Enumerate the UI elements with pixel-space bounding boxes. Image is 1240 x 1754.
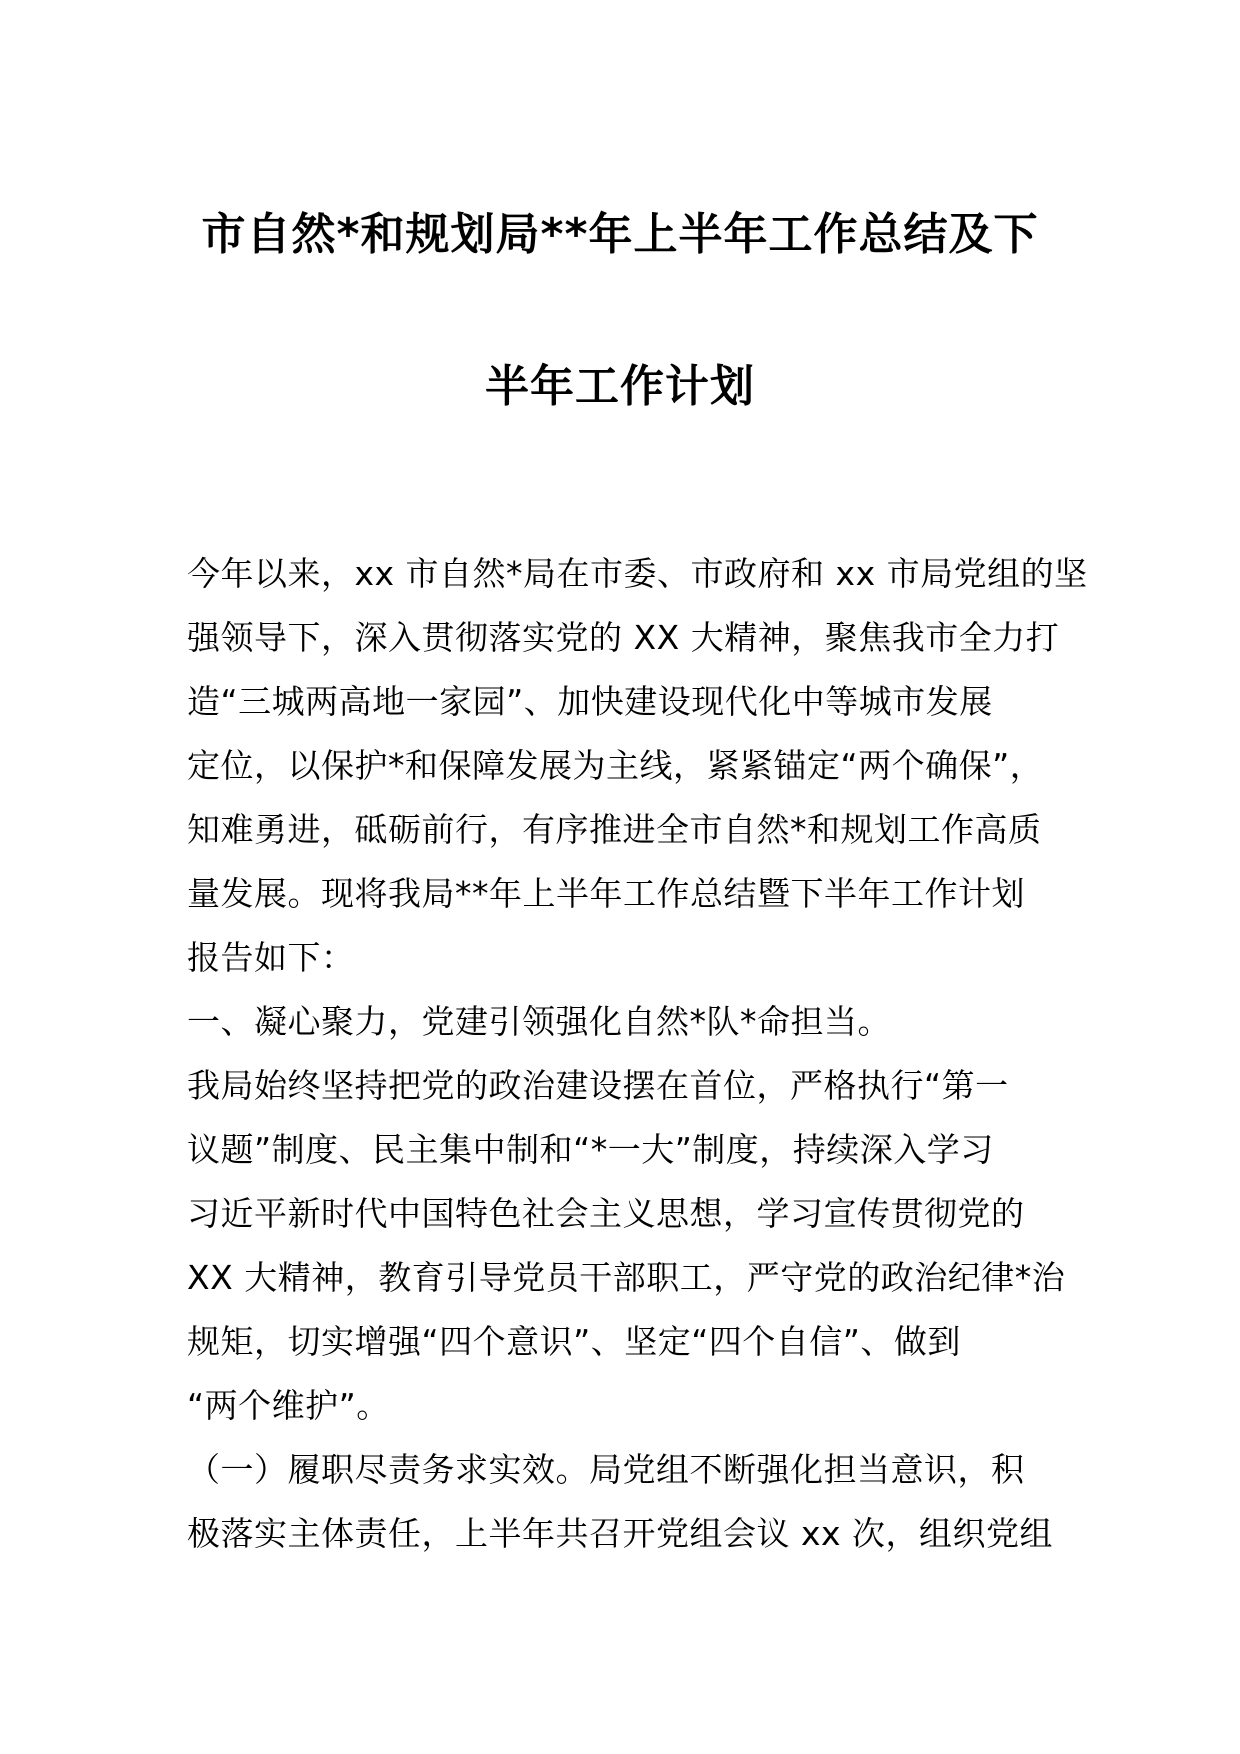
- section-heading: 一、凝心聚力，党建引领强化自然*队*命担当。: [187, 1002, 891, 1041]
- body-line: “两个维护”。: [187, 1386, 390, 1425]
- document-body: [187, 542, 1088, 1566]
- body-line: 造“三城两高地一家园”、加快建设现代化中等城市发展: [187, 682, 993, 721]
- body-line: 强领导下，深入贯彻落实党的 XX 大精神，聚焦我市全力打: [187, 618, 1060, 657]
- body-line: 极落实主体责任，上半年共召开党组会议 xx 次，组织党组: [187, 1514, 1054, 1553]
- subsection-heading: （一）履职尽责务求实效。局党组不断强化担当意识，积: [187, 1450, 1025, 1489]
- document-title-line-1: 市自然*和规划局**年上半年工作总结及下: [201, 209, 1039, 260]
- body-line: 议题”制度、民主集中制和“*一大”制度，持续深入学习: [187, 1130, 994, 1169]
- body-line: 我局始终坚持把党的政治建设摆在首位，严格执行“第一: [187, 1066, 1009, 1105]
- body-line: 知难勇进，砥砺前行，有序推进全市自然*和规划工作高质: [187, 810, 1042, 849]
- body-line: 报告如下：: [187, 938, 355, 977]
- body-line: XX 大精神，教育引导党员干部职工，严守党的政治纪律*治: [187, 1258, 1066, 1297]
- body-line: 定位，以保护*和保障发展为主线，紧紧锚定“两个确保”，: [187, 746, 1044, 785]
- body-line: 规矩，切实增强“四个意识”、坚定“四个自信”、做到: [187, 1322, 961, 1361]
- document-title-line-2: 半年工作计划: [485, 361, 755, 412]
- body-line: 量发展。现将我局**年上半年工作总结暨下半年工作计划: [187, 874, 1025, 913]
- body-line: 习近平新时代中国特色社会主义思想，学习宣传贯彻党的: [187, 1194, 1025, 1233]
- body-line: 今年以来，xx 市自然*局在市委、市政府和 xx 市局党组的坚: [187, 554, 1088, 593]
